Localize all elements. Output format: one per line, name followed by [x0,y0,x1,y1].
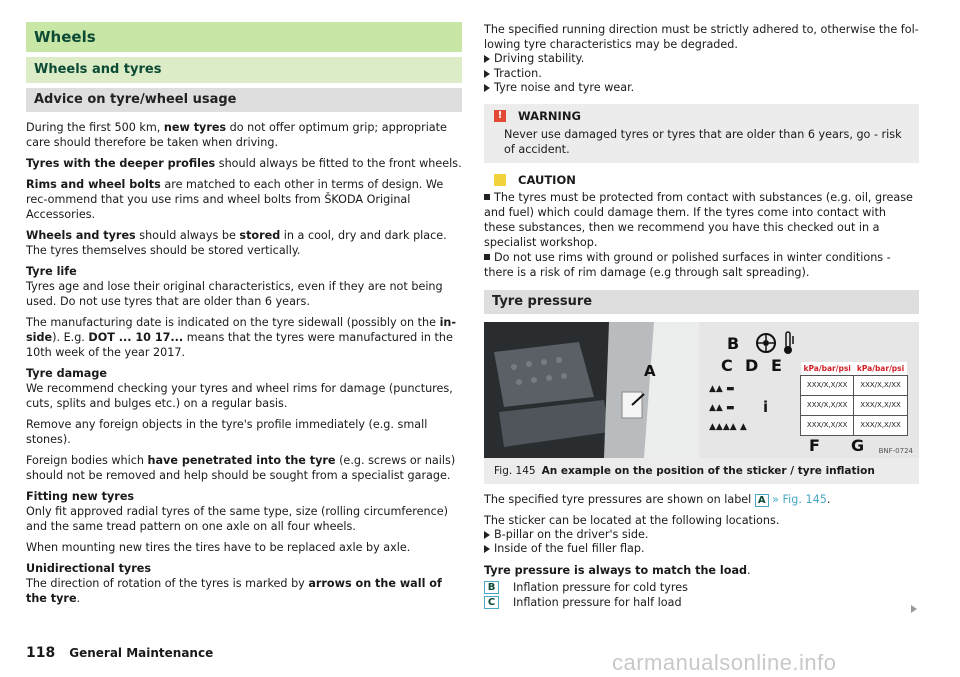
subheading-tyre-pressure: Tyre pressure [484,290,919,314]
list-item: Traction. [484,67,919,82]
paragraph-tyre-damage: Tyre damage We recommend checking your tyres and wheel rims for damage (punctures, cuts, splits and bulges etc.) on a regular basis. [26,367,453,410]
pressure-table [800,362,908,436]
figure-label-c: C [721,355,733,375]
paragraph-mounting: When mounting new tires the tires have to be replaced axle by axle. [26,541,411,554]
figure-code: BNF-0724 [878,446,913,455]
table-cell: XXX/X,X/XX [854,415,907,435]
warning-title: WARNING [518,108,581,123]
paragraph-match-load: Tyre pressure is always to match the load. [484,563,751,577]
warning-box [484,104,919,163]
figure-caption: Fig. 145 An example on the position of the sticker / tyre inflation [494,464,875,477]
list-item: Inside of the fuel filler flap. [484,542,919,557]
caution-item: The tyres must be protected from contact with substances (e.g. oil, grease and fuel) which could damage them. If the tyres come into contact with these substances, then we recommend you have this checked out in a specialist workshop. [484,190,913,249]
paragraph-new-tyres: During the first 500 km, new tyres do not offer optimum grip; appropriate care should therefore be taken when driving. [26,121,447,149]
table-cell: XXX/X,X/XX [854,395,907,415]
table-header: kPa/bar/psi [854,362,907,376]
wheel-icon [755,332,777,354]
right-column [484,22,919,610]
paragraph-sticker-location: The sticker can be located at the following locations. [484,513,780,527]
figure-label-d: D [745,355,759,375]
paragraph-unidirectional: Unidirectional tyres The direction of rotation of the tyres is marked by arrows on the wall of the tyre. [26,562,442,605]
paragraph-tyre-life: Tyre life Tyres age and lose their original characteristics, even if they are not being used. Do not use tyres that are older than 6 years. [26,265,443,308]
table-cell: XXX/X,X/XX [854,375,907,395]
list-item: Tyre noise and tyre wear. [484,81,919,96]
caution-icon [494,174,506,186]
paragraph-foreign-objects: Remove any foreign objects in the tyre's profile immediately (e.g. small stones). [26,418,428,446]
legend-row-c: C Inflation pressure for half load [484,595,919,610]
paragraph-foreign-bodies: Foreign bodies which have penetrated into the tyre (e.g. screws or nails) should not be removed and help should be sought from a specialist garage. [26,454,456,482]
table-cell: XXX/X,X/XX [801,375,854,395]
paragraph-fitting: Fitting new tyres Only fit approved radial tyres of the same type, size (rolling circumference) and the same tread pattern on one axle on all four wheels. [26,490,448,533]
section-heading-wheels: Wheels [26,22,462,52]
footer-section: General Maintenance [69,646,214,660]
location-list [484,528,919,557]
left-column [26,22,462,612]
paragraph-deeper-profiles: Tyres with the deeper profiles should always be fitted to the front wheels. [26,157,462,170]
list-item: B-pillar on the driver's side. [484,528,919,543]
caution-heading: CAUTION [494,173,919,187]
info-icon: i [763,397,769,416]
figure-145 [484,322,919,484]
paragraph-manufacturing-date: The manufacturing date is indicated on the tyre sidewall (possibly on the in-side). E.g. DOT ... 10 17... means that the tyres were manufactured in the 10th week of the year 2017. [26,316,457,359]
figure-label-b: B [727,333,740,353]
watermark: carmanualsonline.info [612,650,837,675]
table-cell: XXX/X,X/XX [801,415,854,435]
list-item: Driving stability. [484,52,919,67]
figure-link[interactable]: » Fig. 145 [772,492,827,506]
subheading-wheels-and-tyres: Wheels and tyres [26,57,462,83]
paragraph-rims: Rims and wheel bolts are matched to each other in terms of design. We rec-ommend that you use rims and wheel bolts from ŠKODA Original Accessories. [26,178,444,221]
warning-text: Never use damaged tyres or tyres that are older than 6 years, go - risk of accident. [504,127,902,156]
occupancy-icons: ▲▲ ▬ ▲▲ ▬ ▲▲▲▲ ▲ [709,383,747,432]
paragraph-storage: Wheels and tyres should always be stored in a cool, dry and dark place. The tyres themselves should be stored vertically. [26,229,447,257]
continue-arrow-icon [911,605,917,613]
warning-icon: ! [494,110,506,122]
subheading-advice: Advice on tyre/wheel usage [26,88,462,112]
paragraph-label-reference: The specified tyre pressures are shown on label A » Fig. 145. [484,492,831,506]
car-interior-image [484,322,699,458]
page-number: 118 [26,645,56,661]
legend-row-b: B Inflation pressure for cold tyres [484,580,919,595]
thermometer-icon [781,330,797,356]
table-cell: XXX/X,X/XX [801,395,854,415]
figure-label-a: A [644,361,656,380]
figure-label-g: G [851,435,865,455]
caution-item: Do not use rims with ground or polished surfaces in winter conditions - there is a risk of rim damage (e.g through salt spreading). [484,250,891,279]
paragraph-running-direction: The specified running direction must be strictly adhered to, otherwise the fol-lowing tyre characteristics may be degraded. [484,23,919,51]
table-header: kPa/bar/psi [801,362,854,376]
page-footer [26,645,213,661]
figure-label-f: F [809,435,820,455]
characteristics-list [484,52,919,96]
figure-label-e: E [771,355,782,375]
tyre-pressure-sticker [699,322,919,458]
